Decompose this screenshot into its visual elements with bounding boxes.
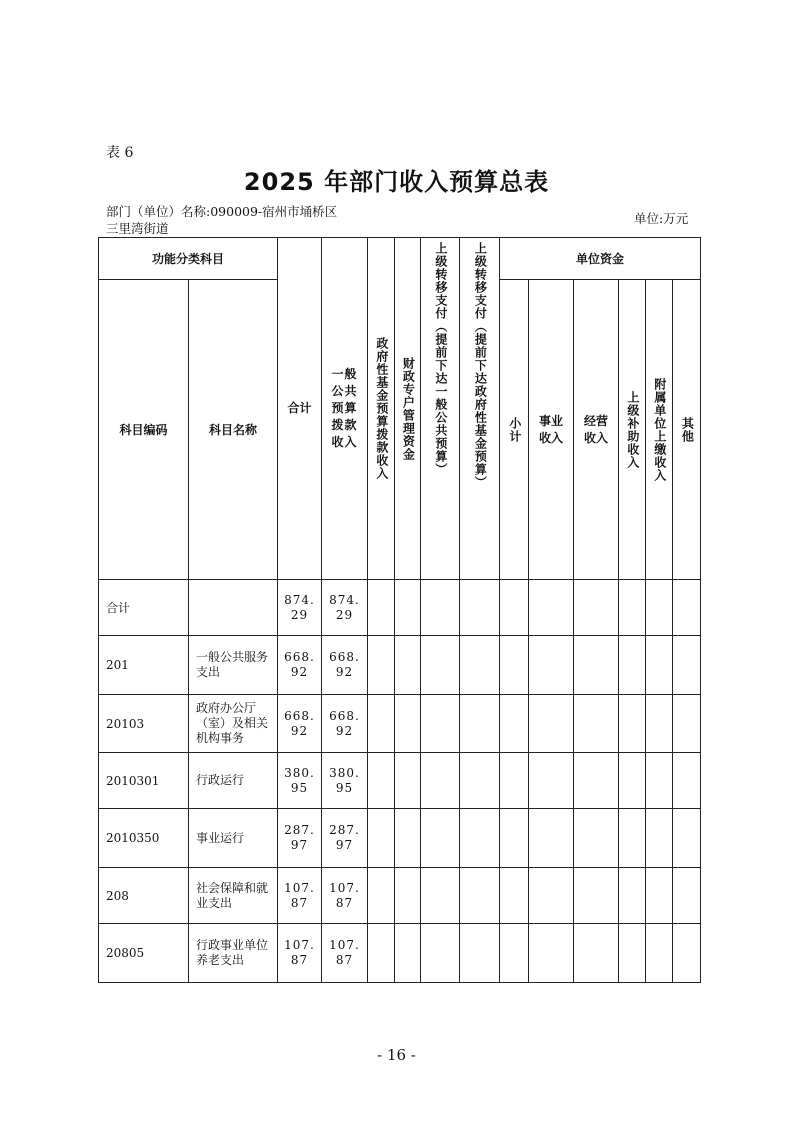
cell-general: 107.87 bbox=[322, 924, 368, 983]
table-row bbox=[99, 580, 701, 636]
header-name: 科目名称 bbox=[189, 280, 278, 580]
table-tag: 表 6 bbox=[106, 145, 134, 161]
table-row bbox=[99, 868, 701, 924]
cell-name: 事业运行 bbox=[189, 809, 278, 868]
cell-total: 380.95 bbox=[278, 753, 322, 809]
cell-name: 行政运行 bbox=[189, 753, 278, 809]
table-row bbox=[99, 636, 701, 695]
cell-code: 2010350 bbox=[99, 809, 189, 868]
header-transfer-general: 上级转移支付（提前下达一般公共预算） bbox=[421, 238, 460, 580]
cell-general: 874.29 bbox=[322, 580, 368, 636]
cell-code: 208 bbox=[99, 868, 189, 924]
cell-name: 政府办公厅（室）及相关机构事务 bbox=[189, 695, 278, 753]
header-transfer-fund: 上级转移支付（提前下达政府性基金预算） bbox=[460, 238, 500, 580]
header-subtotal: 小计 bbox=[500, 280, 529, 580]
header-subsidy-income: 上级补助收入 bbox=[619, 280, 646, 580]
cell-total: 287.97 bbox=[278, 809, 322, 868]
cell-code: 20805 bbox=[99, 924, 189, 983]
header-total: 合计 bbox=[278, 238, 322, 580]
header-business-income: 事业收入 bbox=[529, 280, 574, 580]
header-function-classification: 功能分类科目 bbox=[99, 238, 278, 280]
header-operating-income: 经营收入 bbox=[574, 280, 619, 580]
cell-total: 668.92 bbox=[278, 636, 322, 695]
header-special-fiscal: 财政专户管理资金 bbox=[395, 238, 421, 580]
cell-general: 668.92 bbox=[322, 636, 368, 695]
header-affiliated-income: 附属单位上缴收入 bbox=[646, 280, 673, 580]
page-number: - 16 - bbox=[377, 1046, 416, 1064]
table-row bbox=[99, 809, 701, 868]
cell-total: 668.92 bbox=[278, 695, 322, 753]
unit-label: 单位:万元 bbox=[634, 211, 689, 226]
department-name: 部门（单位）名称:090009-宿州市埇桥区三里湾街道 bbox=[106, 204, 338, 236]
cell-code: 201 bbox=[99, 636, 189, 695]
table-row bbox=[99, 753, 701, 809]
cell-name: 社会保障和就业支出 bbox=[189, 868, 278, 924]
header-general-budget: 一般公共预算拨款收入 bbox=[322, 238, 368, 580]
cell-total: 107.87 bbox=[278, 868, 322, 924]
cell-code: 合计 bbox=[99, 580, 189, 636]
page-title: 2025 年部门收入预算总表 bbox=[243, 168, 550, 196]
income-budget-table bbox=[98, 237, 701, 983]
cell-general: 380.95 bbox=[322, 753, 368, 809]
cell-general: 668.92 bbox=[322, 695, 368, 753]
cell-code: 20103 bbox=[99, 695, 189, 753]
header-other: 其他 bbox=[673, 280, 701, 580]
header-code: 科目编码 bbox=[99, 280, 189, 580]
cell-total: 874.29 bbox=[278, 580, 322, 636]
table-row bbox=[99, 924, 701, 983]
cell-name: 一般公共服务支出 bbox=[189, 636, 278, 695]
cell-general: 107.87 bbox=[322, 868, 368, 924]
cell-general: 287.97 bbox=[322, 809, 368, 868]
cell-code: 2010301 bbox=[99, 753, 189, 809]
table-row bbox=[99, 695, 701, 753]
cell-total: 107.87 bbox=[278, 924, 322, 983]
cell-name: 行政事业单位养老支出 bbox=[189, 924, 278, 983]
header-unit-funds: 单位资金 bbox=[500, 238, 701, 280]
header-gov-fund: 政府性基金预算拨款收入 bbox=[368, 238, 395, 580]
cell-name bbox=[189, 580, 278, 636]
